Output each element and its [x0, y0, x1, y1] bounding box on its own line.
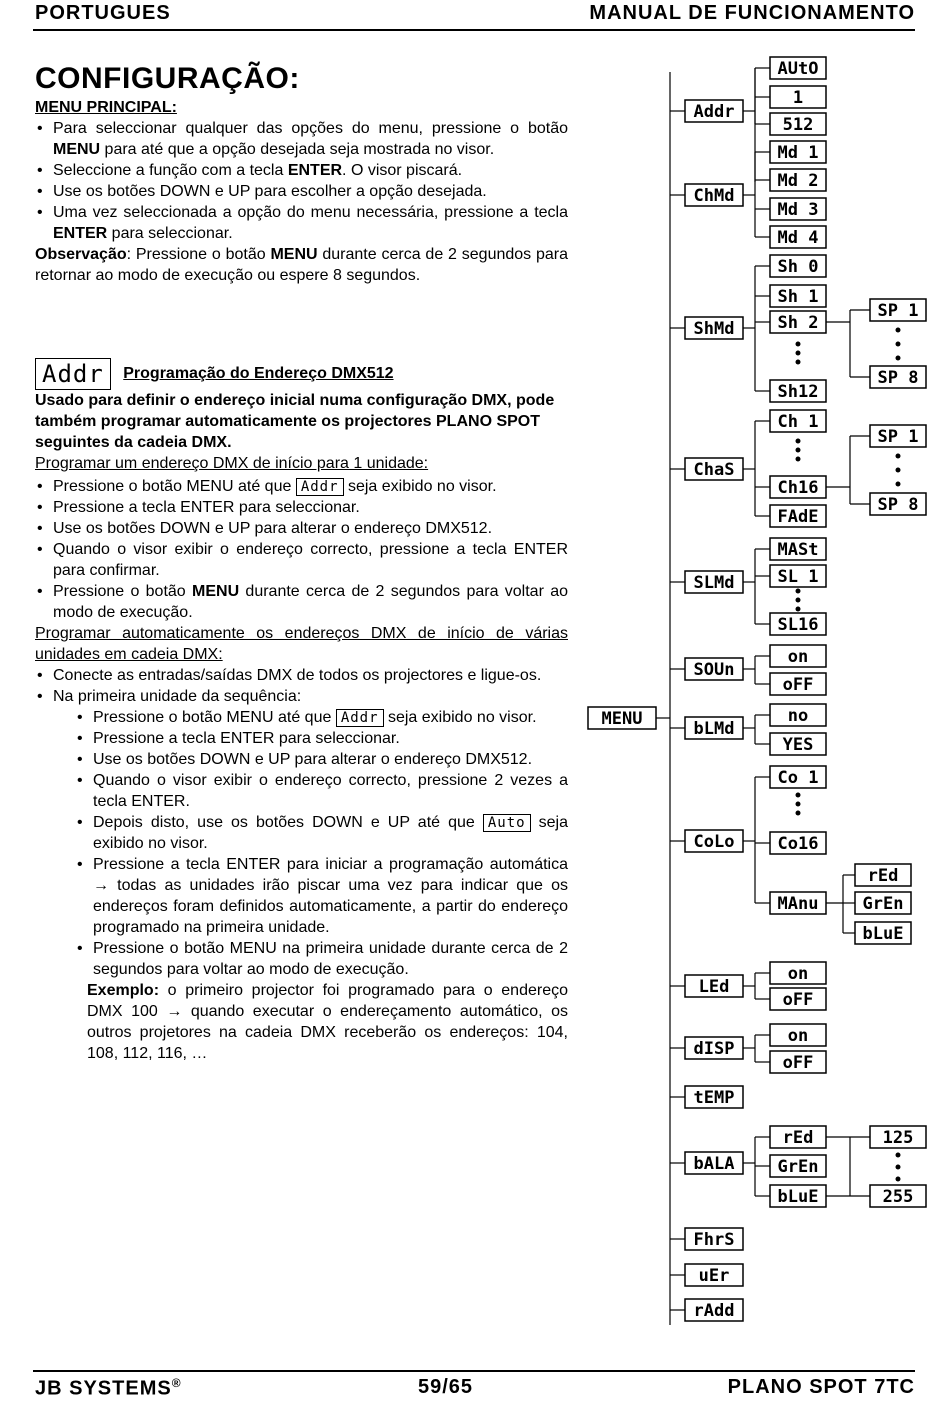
- svg-text:SOUn: SOUn: [693, 660, 735, 680]
- ellipsis-dot: [796, 793, 801, 798]
- ellipsis-dot: [796, 342, 801, 347]
- list-item: • Para seleccionar qualquer das opções do menu, pressione o botão MENU para até que a opção desejada seja mostrada no visor.: [35, 118, 568, 160]
- submenu-option: [770, 673, 826, 695]
- svg-text:oFF: oFF: [782, 990, 814, 1010]
- speed-option: [870, 299, 926, 321]
- menu-item-blmd: [685, 717, 743, 739]
- addr-heading: Programação do Endereço DMX512: [123, 365, 394, 383]
- submenu-option: [770, 538, 826, 560]
- submenu-option: [770, 1185, 826, 1207]
- svg-text:oFF: oFF: [782, 675, 814, 695]
- speed-option: [870, 493, 926, 515]
- ellipsis-dot: [896, 454, 901, 459]
- menu-root-box: [588, 707, 656, 729]
- submenu-option: [770, 1051, 826, 1073]
- submenu-option: [770, 198, 826, 220]
- menu-item-soun: [685, 658, 743, 680]
- list-item: • Pressione o botão MENU até que Addr seja exibido no visor.: [3, 707, 568, 728]
- svg-text:255: 255: [882, 1187, 914, 1207]
- svg-text:on: on: [787, 964, 809, 984]
- ellipsis-dot: [796, 351, 801, 356]
- footer-brand: JB SYSTEMS®: [35, 1376, 182, 1400]
- ellipsis-dot: [896, 328, 901, 333]
- menu-item-led: [685, 975, 743, 997]
- ellipsis-dot: [896, 356, 901, 361]
- svg-text:on: on: [787, 647, 809, 667]
- speed-option: [870, 366, 926, 388]
- menu-item-addr: [685, 100, 743, 122]
- svg-text:125: 125: [882, 1128, 914, 1148]
- submenu-option: [770, 733, 826, 755]
- ellipsis-dot: [796, 607, 801, 612]
- footer-product: PLANO SPOT 7TC: [727, 1376, 915, 1398]
- list-item: • Pressione a tecla ENTER para seleccionar.: [3, 497, 568, 518]
- submenu-option: [770, 962, 826, 984]
- svg-text:Sh 2: Sh 2: [777, 313, 819, 333]
- submenu-option: [770, 141, 826, 163]
- svg-text:Sh12: Sh12: [777, 382, 819, 402]
- submenu-option: [770, 505, 826, 527]
- svg-text:oFF: oFF: [782, 1053, 814, 1073]
- header-manual-title: MANUAL DE FUNCIONAMENTO: [589, 2, 915, 24]
- svg-text:MASt: MASt: [777, 540, 819, 560]
- submenu-option: [770, 988, 826, 1010]
- list-item: • Quando o visor exibir o endereço correcto, pressione a tecla ENTER para confirmar.: [3, 539, 568, 581]
- svg-text:GrEn: GrEn: [862, 894, 904, 914]
- submenu-option: [770, 1155, 826, 1177]
- svg-text:on: on: [787, 1026, 809, 1046]
- list-item: • Uma vez seleccionada a opção do menu necessária, pressione a tecla ENTER para seleccionar.: [35, 202, 568, 244]
- ellipsis-dot: [796, 811, 801, 816]
- svg-text:SP 8: SP 8: [877, 368, 919, 388]
- list-item: • Conecte as entradas/saídas DMX de todos os projectores e ligue-os.: [3, 665, 568, 686]
- svg-text:Md 4: Md 4: [777, 228, 819, 248]
- manual-color-option: [855, 892, 911, 914]
- menu-item-uer: [685, 1264, 743, 1286]
- svg-text:SP 1: SP 1: [877, 427, 919, 447]
- svg-text:Md 2: Md 2: [777, 171, 819, 191]
- submenu-option: [770, 255, 826, 277]
- svg-text:FAdE: FAdE: [777, 507, 819, 527]
- list-item: • Pressione a tecla ENTER para iniciar a programação automática → todas as unidades irão piscar uma vez para indicar que os endereços foram definidos automaticamente, a partir do endereço programado na primeira unidade.: [3, 854, 568, 938]
- svg-text:bALA: bALA: [693, 1154, 735, 1174]
- submenu-option: [770, 704, 826, 726]
- list-item: • Use os botões DOWN e UP para escolher a opção desejada.: [35, 181, 568, 202]
- svg-text:SP 1: SP 1: [877, 301, 919, 321]
- ellipsis-dot: [896, 1177, 901, 1182]
- submenu-option: [770, 311, 826, 333]
- menu-item-chas: [685, 458, 743, 480]
- addr-lcd-inline: Addr: [336, 709, 384, 727]
- svg-text:bLuE: bLuE: [862, 924, 904, 944]
- submenu-option: [770, 113, 826, 135]
- footer-rule: [33, 1370, 915, 1372]
- submenu-option: [770, 169, 826, 191]
- list-item: • Pressione o botão MENU durante cerca de 2 segundos para voltar ao modo de execução.: [3, 581, 568, 623]
- svg-text:no: no: [787, 706, 809, 726]
- svg-text:Co 1: Co 1: [777, 768, 819, 788]
- svg-text:Md 1: Md 1: [777, 143, 819, 163]
- menu-item-slmd: [685, 571, 743, 593]
- ellipsis-dot: [796, 448, 801, 453]
- submenu-option: [770, 57, 826, 79]
- ellipsis-dot: [796, 439, 801, 444]
- svg-text:rEd: rEd: [867, 866, 899, 886]
- svg-text:ChaS: ChaS: [693, 460, 735, 480]
- svg-text:SP 8: SP 8: [877, 495, 919, 515]
- svg-text:MENU: MENU: [601, 709, 643, 729]
- menu-principal-note: Observação: Pressione o botão MENU durante cerca de 2 segundos para retornar ao modo de execução ou espere 8 segundos.: [35, 246, 569, 284]
- svg-text:Sh 1: Sh 1: [777, 287, 819, 307]
- svg-text:SL16: SL16: [777, 615, 819, 635]
- speed-option: [870, 425, 926, 447]
- ellipsis-dot: [796, 802, 801, 807]
- page-title: CONFIGURAÇÃO:: [35, 62, 300, 95]
- svg-text:dISP: dISP: [693, 1039, 735, 1059]
- menu-item-temp: [685, 1086, 743, 1108]
- svg-text:GrEn: GrEn: [777, 1157, 819, 1177]
- svg-text:512: 512: [782, 115, 814, 135]
- submenu-option: [770, 380, 826, 402]
- ellipsis-dot: [896, 482, 901, 487]
- submenu-option: [770, 832, 826, 854]
- submenu-option: [770, 1024, 826, 1046]
- svg-text:Md 3: Md 3: [777, 200, 819, 220]
- svg-text:Ch 1: Ch 1: [777, 412, 819, 432]
- ellipsis-dot: [896, 1165, 901, 1170]
- list-item: • Depois disto, use os botões DOWN e UP até que Auto seja exibido no visor.: [3, 812, 568, 854]
- svg-text:tEMP: tEMP: [693, 1088, 735, 1108]
- list-item: • Pressione o botão MENU na primeira unidade durante cerca de 2 segundos para voltar ao modo de execução.: [3, 938, 568, 980]
- list-item: • Use os botões DOWN e UP para alterar o endereço DMX512.: [3, 749, 568, 770]
- svg-text:rEd: rEd: [782, 1128, 814, 1148]
- svg-text:1: 1: [792, 88, 804, 108]
- svg-text:FhrS: FhrS: [693, 1230, 735, 1250]
- svg-text:bLuE: bLuE: [777, 1187, 819, 1207]
- svg-text:YES: YES: [782, 735, 814, 755]
- svg-text:ShMd: ShMd: [693, 319, 735, 339]
- svg-text:Ch16: Ch16: [777, 478, 819, 498]
- submenu-option: [770, 476, 826, 498]
- addr-lcd-display: Addr: [35, 358, 111, 390]
- addr-single-heading: Programar um endereço DMX de início para 1 unidade:: [35, 455, 429, 472]
- submenu-option: [770, 565, 826, 587]
- menu-principal-heading: MENU PRINCIPAL:: [35, 99, 177, 116]
- ellipsis-dot: [796, 598, 801, 603]
- submenu-option: [770, 1126, 826, 1148]
- svg-text:MAnu: MAnu: [777, 894, 819, 914]
- list-item: • Quando o visor exibir o endereço correcto, pressione 2 vezes a tecla ENTER.: [3, 770, 568, 812]
- menu-item-disp: [685, 1037, 743, 1059]
- submenu-option: [770, 285, 826, 307]
- addr-multi-heading: Programar automaticamente os endereços DMX de início de várias unidades em cadeia DMX:: [35, 625, 568, 663]
- submenu-option: [770, 766, 826, 788]
- submenu-option: [770, 892, 826, 914]
- page-number: 59/65: [418, 1376, 474, 1398]
- ellipsis-dot: [796, 457, 801, 462]
- menu-item-radd: [685, 1299, 743, 1321]
- manual-color-option: [855, 922, 911, 944]
- manual-color-option: [855, 864, 911, 886]
- submenu-option: [770, 226, 826, 248]
- list-item: • Use os botões DOWN e UP para alterar o endereço DMX512.: [3, 518, 568, 539]
- svg-text:LEd: LEd: [698, 977, 730, 997]
- balance-value-box: [870, 1185, 926, 1207]
- list-item: • Pressione a tecla ENTER para seleccionar.: [3, 728, 568, 749]
- menu-item-colo: [685, 830, 743, 852]
- submenu-option: [770, 645, 826, 667]
- list-item: • Seleccione a função com a tecla ENTER. O visor piscará.: [35, 160, 568, 181]
- svg-text:Sh 0: Sh 0: [777, 257, 819, 277]
- menu-item-chmd: [685, 184, 743, 206]
- svg-text:SL 1: SL 1: [777, 567, 819, 587]
- list-item: • Na primeira unidade da sequência:: [3, 686, 568, 707]
- addr-intro: Usado para definir o endereço inicial numa configuração DMX, pode também programar automaticamente os projectores PLANO SPOT seguintes da cadeia DMX.: [35, 392, 555, 451]
- svg-text:CoLo: CoLo: [693, 832, 735, 852]
- menu-item-bala: [685, 1152, 743, 1174]
- svg-text:AUtO: AUtO: [777, 59, 819, 79]
- svg-text:ChMd: ChMd: [693, 186, 735, 206]
- ellipsis-dot: [896, 342, 901, 347]
- ellipsis-dot: [896, 468, 901, 473]
- svg-text:Addr: Addr: [693, 102, 735, 122]
- header-language: PORTUGUES: [35, 2, 171, 24]
- menu-item-fhrs: [685, 1228, 743, 1250]
- addr-example: Exemplo: o primeiro projector foi programado para o endereço DMX 100 → quando executar o endereçamento automático, os outros projetores na cadeia DMX receberão os endereços: 104, 108, 112, 116, …: [87, 982, 568, 1062]
- svg-text:SLMd: SLMd: [693, 573, 735, 593]
- svg-text:bLMd: bLMd: [693, 719, 735, 739]
- auto-lcd-inline: Auto: [483, 814, 531, 832]
- menu-item-shmd: [685, 317, 743, 339]
- ellipsis-dot: [796, 589, 801, 594]
- submenu-option: [770, 86, 826, 108]
- submenu-option: [770, 410, 826, 432]
- ellipsis-dot: [896, 1153, 901, 1158]
- addr-lcd-inline: Addr: [296, 478, 344, 496]
- submenu-option: [770, 613, 826, 635]
- list-item: • Pressione o botão MENU até que Addr seja exibido no visor.: [3, 476, 568, 497]
- ellipsis-dot: [796, 360, 801, 365]
- svg-text:rAdd: rAdd: [693, 1301, 735, 1321]
- svg-text:uEr: uEr: [698, 1266, 730, 1286]
- svg-text:Co16: Co16: [777, 834, 819, 854]
- balance-value-box: [870, 1126, 926, 1148]
